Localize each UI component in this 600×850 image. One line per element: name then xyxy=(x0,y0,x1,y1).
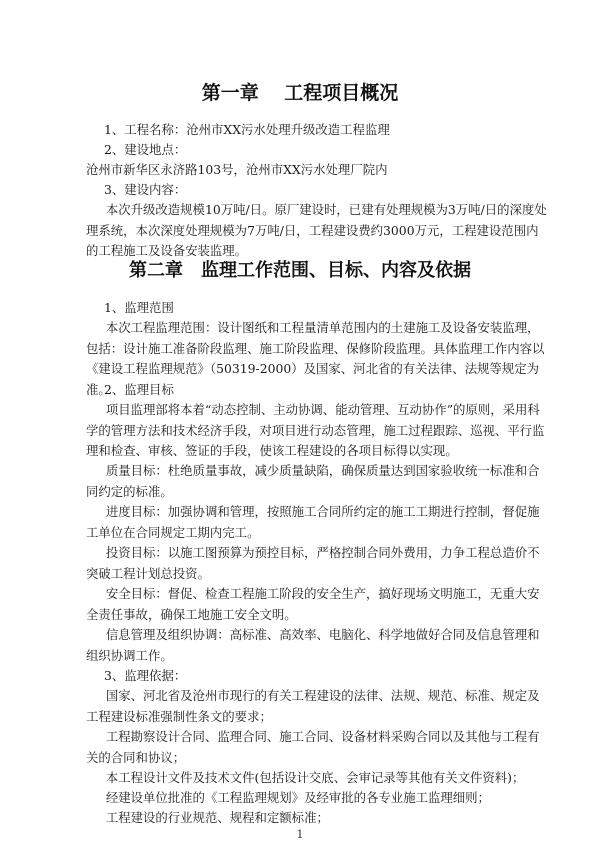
basis-heading: 3、监理依据： xyxy=(104,668,187,683)
investment-goal: 投资目标：以施工图预算为预控目标，严格控制合同外费用，力争工程总造价不突破工程计划总投资。 xyxy=(86,545,540,581)
basis-item-laws: 国家、河北省及沧州市现行的有关工程建设的法律、法规、规范、标准、规定及工程建设标准强制性条文的要求； xyxy=(86,688,540,724)
safety-goal: 安全目标：督促、检查工程施工阶段的安全生产，搞好现场文明施工，无重大安全责任事故，确保工地施工安全文明。 xyxy=(86,586,540,622)
basis-item-design-docs: 本工程设计文件及技术文件(包括设计交底、会审记录等其他有关文件资料)； xyxy=(105,770,525,785)
page-number: 1 xyxy=(296,828,304,841)
scope-paragraph: 本次工程监理范围：设计图纸和工程量清单范围内的土建施工及设备安装监理，包括：设计施工准备阶段监理、施工阶段监理、保修阶段监理。具体监理工作内容以《建设工程监理规范》（50319-2000）及国家、河北省的有关法律、法规等规定为准。 xyxy=(86,320,545,397)
goals-paragraph: 项目监理部将本着“动态控制、主动协调、能动管理、互动协作”的原则，采用科学的管理方法和技术经济手段，对项目进行动态管理，施工过程跟踪、巡视、平行监理和检查、审核、签证的手段，使该工程建设的各项目标得以实现。 xyxy=(86,402,545,458)
basis-item-plan: 经建设单位批准的《工程监理规划》及经审批的各专业施工监理细则； xyxy=(105,790,490,805)
basis-item-standards: 工程建设的行业规范、规程和定额标准； xyxy=(105,810,329,825)
scope-heading: 1、监理范围 xyxy=(104,300,174,315)
chapter-2-title: 第二章 监理工作范围、目标、内容及依据 xyxy=(129,260,471,281)
chapter-1-title: 第一章 工程项目概况 xyxy=(201,82,399,104)
site-heading: 2、建设地点： xyxy=(104,142,187,157)
info-management-goal: 信息管理及组织协调：高标准、高效率、电脑化、科学地做好合同及信息管理和组织协调工作。 xyxy=(86,627,540,663)
project-name: 1、工程名称：沧州市XX污水处理升级改造工程监理 xyxy=(104,122,390,137)
schedule-goal: 进度目标：加强协调和管理，按照施工合同所约定的施工工期进行控制，督促施工单位在合同规定工期内完工。 xyxy=(86,504,540,540)
content-heading: 3、建设内容： xyxy=(104,182,187,197)
site-address: 沧州市新华区永济路103号，沧州市XX污水处理厂院内 xyxy=(86,162,388,177)
basis-item-contracts: 工程勘察设计合同、监理合同、施工合同、设备材料采购合同以及其他与工程有关的合同和协议； xyxy=(86,729,540,765)
content-paragraph: 本次升级改造规模10万吨/日。原厂建设时，已建有处理规模为3万吨/日的深度处理系统，本次深度处理规模为7万吨/日，工程建设费约3000万元，工程建设范围内的工程施工及设备安装监理。 xyxy=(86,202,547,258)
quality-goal: 质量目标：杜绝质量事故，减少质量缺陷，确保质量达到国家验收统一标准和合同约定的标准。 xyxy=(86,463,540,499)
goals-heading: 2、监理目标 xyxy=(104,382,174,397)
